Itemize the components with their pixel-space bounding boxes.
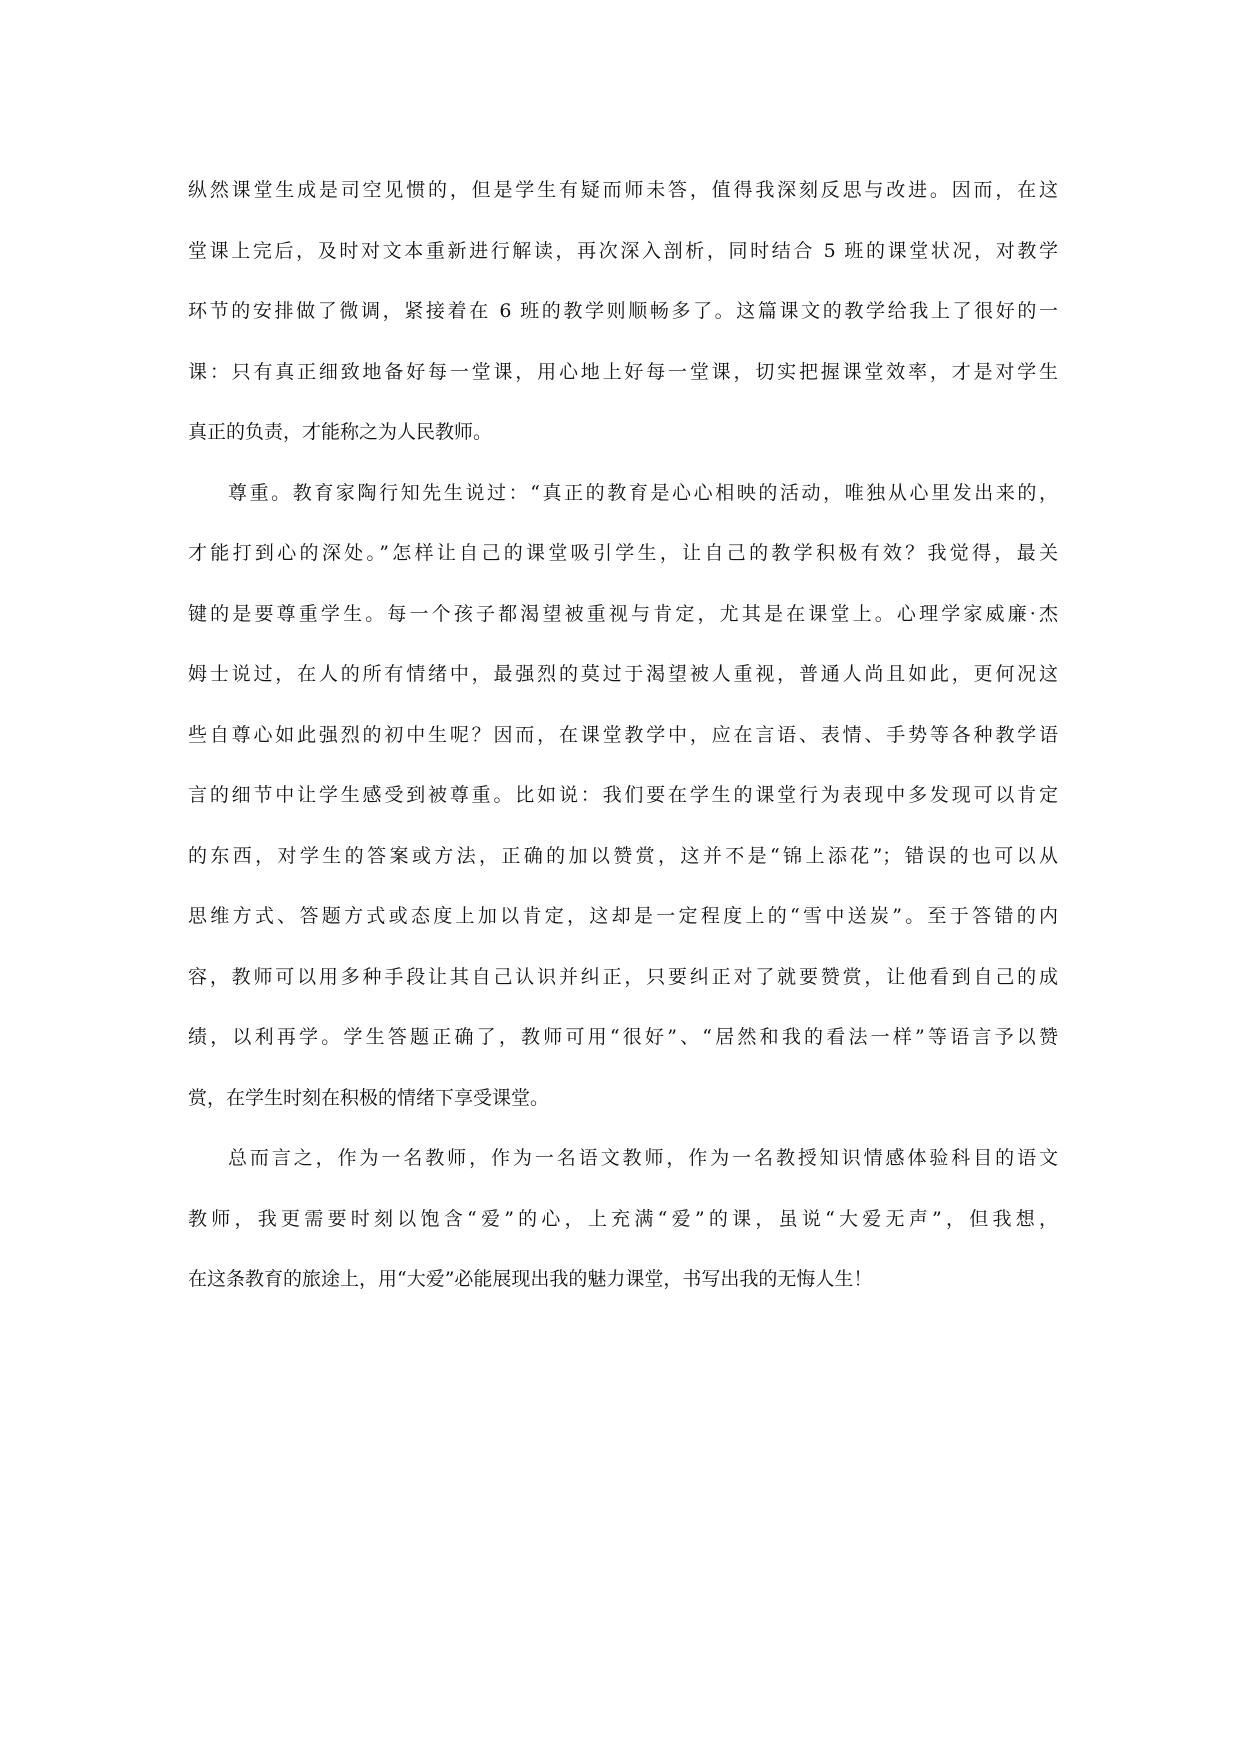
paragraph-3 (188, 1128, 1058, 1310)
text-line: 赏，在学生时刻在积极的情绪下享受课堂。 (188, 1086, 550, 1109)
text-line: 尊重。教育家陶行知先生说过：“真正的教育是心心相映的活动，唯独从心里发出来的， (228, 481, 1058, 504)
text-line: 姆士说过，在人的所有情绪中，最强烈的莫过于渴望被人重视，普通人尚且如此，更何况这 (188, 663, 1058, 685)
text-line: 思维方式、答题方式或态度上加以肯定，这却是一定程度上的“雪中送炭”。至于答错的内 (188, 905, 1058, 927)
text-line: 些自尊心如此强烈的初中生呢？因而，在课堂教学中，应在言语、表情、手势等各种教学语 (188, 723, 1058, 746)
text-line: 言的细节中让学生感受到被尊重。比如说：我们要在学生的课堂行为表现中多发现可以肯定 (188, 784, 1058, 806)
text-line: 总而言之，作为一名教师，作为一名语文教师，作为一名教授知识情感体验科目的语文 (228, 1147, 1058, 1169)
text-line: 真正的负责，才能称之为人民教师。 (188, 421, 493, 443)
text-line: 在这条教育的旅途上，用“大爱”必能展现出我的魅力课堂，书写出我的无悔人生！ (188, 1268, 873, 1290)
text-line: 堂课上完后，及时对文本重新进行解读，再次深入剖析，同时结合 5 班的课堂状况，对教学 (188, 239, 1058, 262)
paragraph-2 (188, 463, 1058, 1129)
text-line: 课：只有真正细致地备好每一堂课，用心地上好每一堂课，切实把握课堂效率，才是对学生 (188, 360, 1058, 383)
paragraph-1 (188, 160, 1058, 463)
text-line: 教师，我更需要时刻以饱含“爱”的心，上充满“爱”的课，虽说“大爱无声”，但我想， (188, 1207, 1058, 1230)
text-line: 才能打到心的深处。”怎样让自己的课堂吸引学生，让自己的教学积极有效？我觉得，最关 (188, 542, 1058, 564)
text-line: 纵然课堂生成是司空见惯的，但是学生有疑而师未答，值得我深刻反思与改进。因而，在这 (188, 179, 1058, 201)
text-line: 容，教师可以用多种手段让其自己认识并纠正，只要纠正对了就要赞赏，让他看到自己的成 (188, 965, 1058, 988)
document-body (188, 160, 1058, 1310)
text-line: 的东西，对学生的答案或方法，正确的加以赞赏，这并不是“锦上添花”；错误的也可以从 (188, 844, 1058, 867)
text-line: 键的是要尊重学生。每一个孩子都渴望被重视与肯定，尤其是在课堂上。心理学家威廉·杰 (188, 602, 1058, 625)
text-line: 环节的安排做了微调，紧接着在 6 班的教学则顺畅多了。这篇课文的教学给我上了很好的一 (188, 300, 1058, 322)
text-line: 绩，以利再学。学生答题正确了，教师可用“很好”、“居然和我的看法一样”等语言予以赞 (188, 1026, 1058, 1048)
